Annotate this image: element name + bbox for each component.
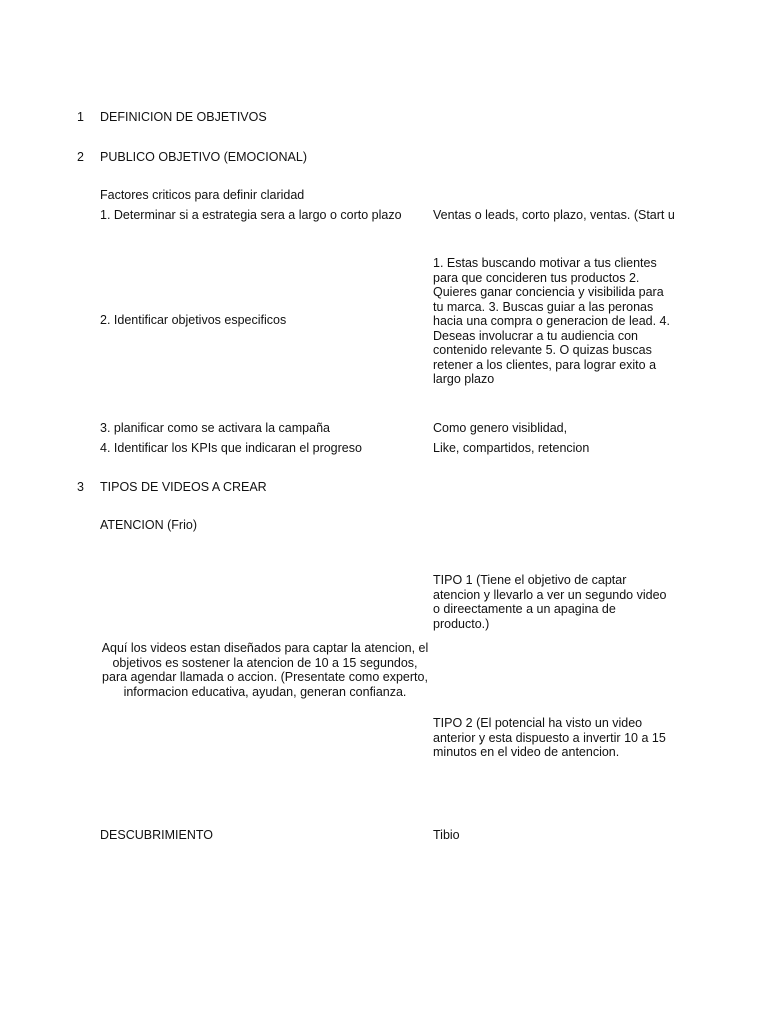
tipo1-description: TIPO 1 (Tiene el objetivo de captar atencion y llevarlo a ver un segundo video o direectamente a un apagina de producto.) (433, 573, 667, 631)
factor-left-2: 2. Identificar objetivos especificos (100, 313, 287, 327)
descubrimiento-label: DESCUBRIMIENTO (100, 828, 213, 842)
tipo2-description: TIPO 2 (El potencial ha visto un video anterior y esta dispuesto a invertir 10 a 15 minutos en el video de antencion. (433, 716, 666, 759)
factor-right-3: Como genero visiblidad, (433, 421, 568, 435)
factores-heading: Factores criticos para definir claridad (100, 188, 305, 202)
section-number: 3 (77, 480, 84, 494)
descubrimiento-temperature: Tibio (433, 828, 460, 842)
section-number: 1 (77, 110, 84, 124)
atencion-description: Aquí los videos estan diseñados para captar la atencion, el objetivos es sostener la atencion de 10 a 15 segundos, para agendar llamada o accion. (Presentate como experto, informacion educativa, ayudan, generan confianza. (101, 641, 429, 699)
factor-left-3: 3. planificar como se activara la campaña (100, 421, 330, 435)
factor-right-1: Ventas o leads, corto plazo, ventas. (Start u (433, 208, 675, 222)
factor-right-4: Like, compartidos, retencion (433, 441, 590, 455)
section-title: PUBLICO OBJETIVO (EMOCIONAL) (100, 150, 307, 164)
section-title: DEFINICION DE OBJETIVOS (100, 110, 267, 124)
section-number: 2 (77, 150, 84, 164)
atencion-heading: ATENCION (Frio) (100, 518, 197, 532)
factor-left-4: 4. Identificar los KPIs que indicaran el progreso (100, 441, 362, 455)
section-title: TIPOS DE VIDEOS A CREAR (100, 480, 267, 494)
factor-left-1: 1. Determinar si a estrategia sera a largo o corto plazo (100, 208, 402, 222)
factor-right-2: 1. Estas buscando motivar a tus clientes para que concideren tus productos 2. Quieres ganar conciencia y visibilida para tu marca. 3. Buscas guiar a las peronas hacia una compra o generacion de lead. 4. Deseas involucrar a tu audiencia con contenido relevante 5. O quizas buscas retener a los clientes, para lograr exito a largo plazo (433, 256, 670, 386)
